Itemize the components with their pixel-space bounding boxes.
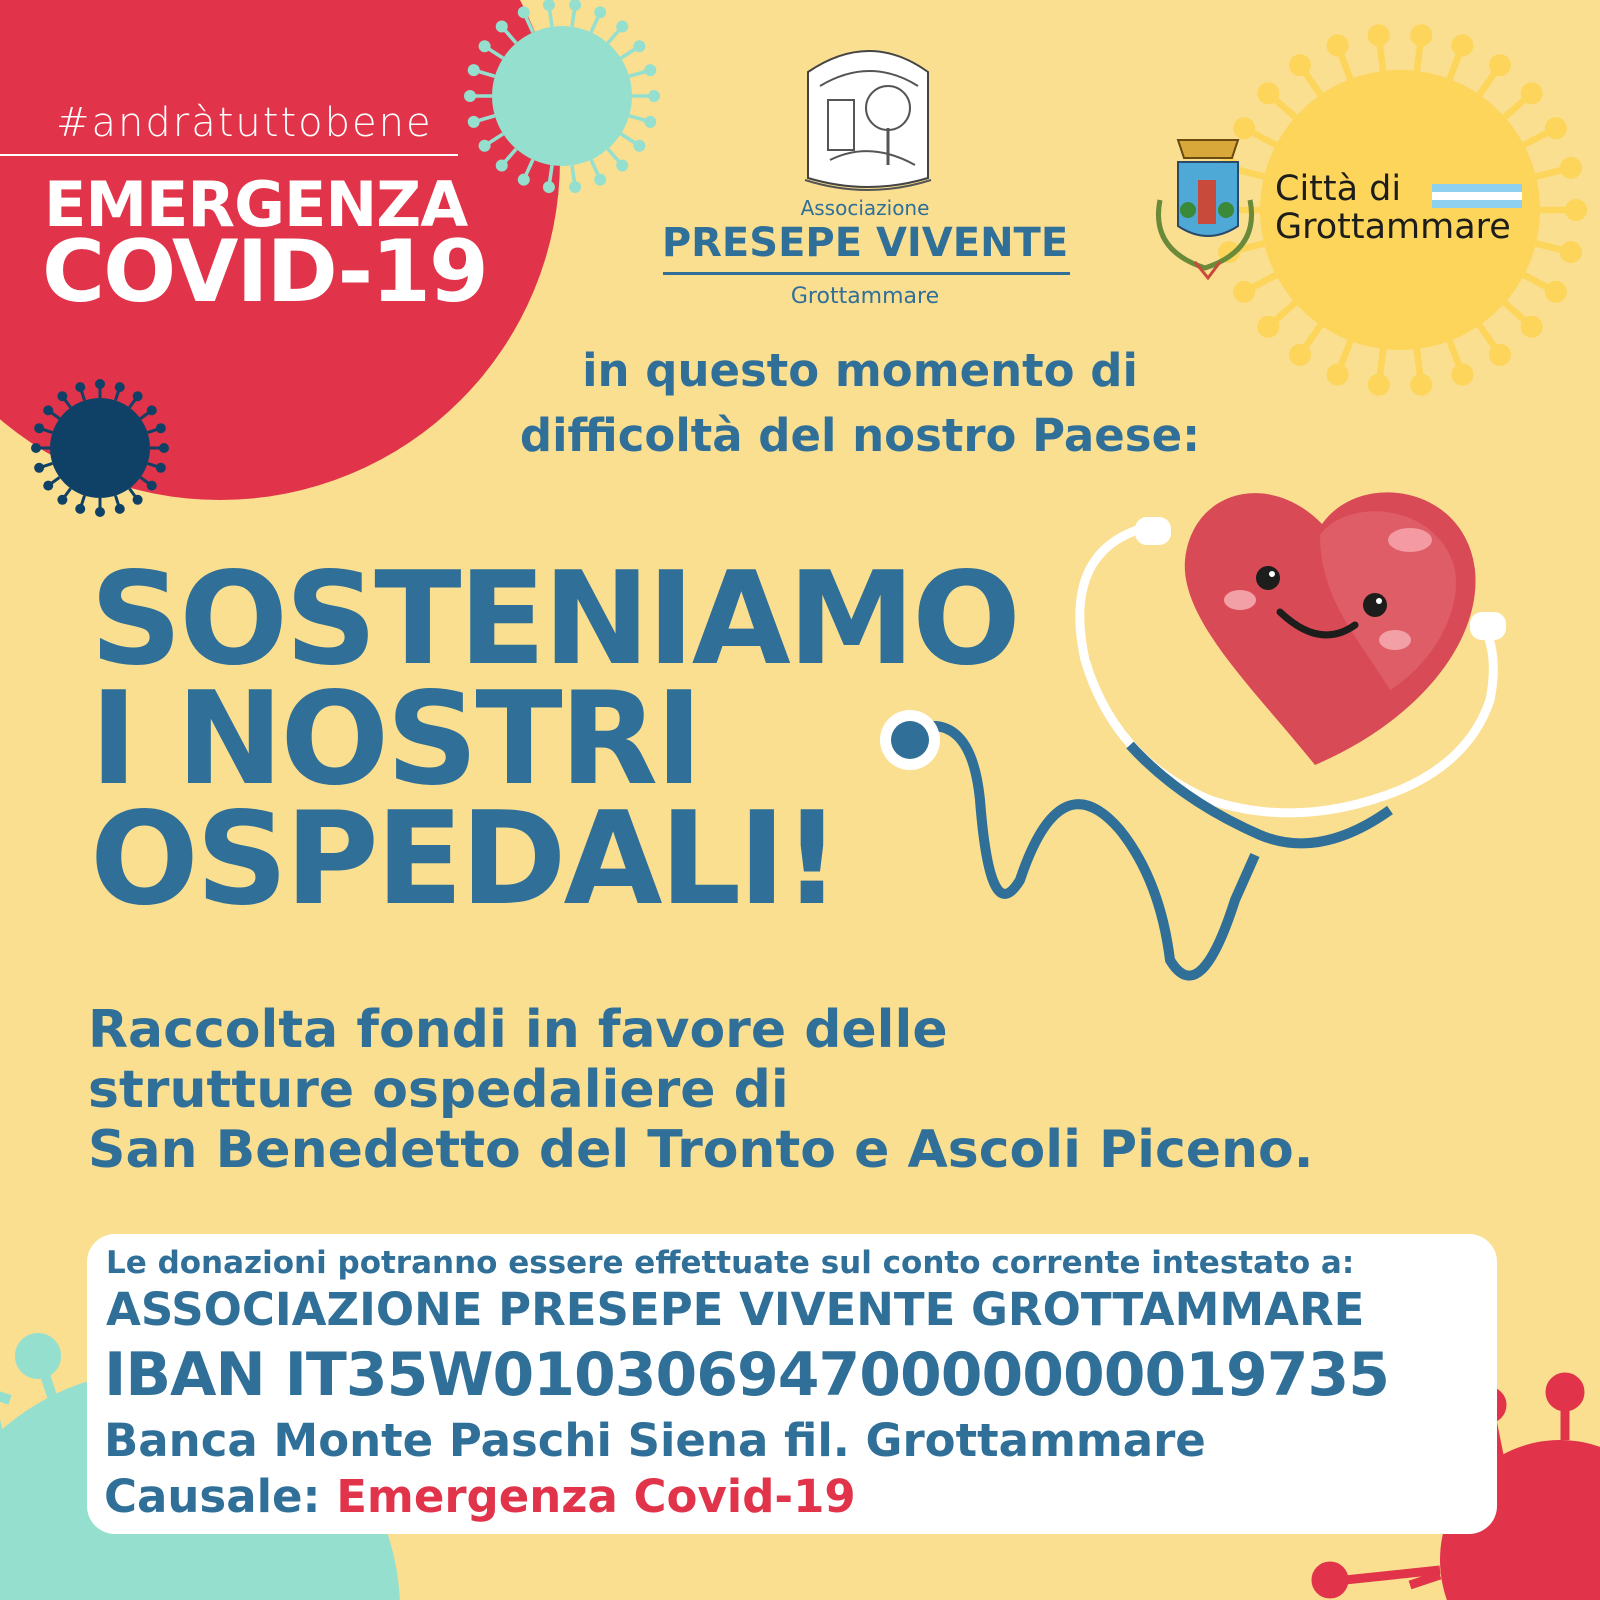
headline-line3: OSPEDALI! xyxy=(90,785,839,934)
nativity-scene-logo xyxy=(805,51,931,190)
municipality-line1: Città di xyxy=(1275,169,1402,209)
iban: IBAN IT35W0103069470000000019735 xyxy=(104,1340,1389,1410)
association-label: Associazione xyxy=(800,196,930,220)
headline xyxy=(90,545,1018,934)
intro-line2: difficoltà del nostro Paese: xyxy=(519,409,1201,462)
causale xyxy=(104,1470,856,1523)
association-divider xyxy=(663,272,1070,275)
causale-label: Causale: xyxy=(104,1470,337,1523)
badge-title-line2: COVID-19 xyxy=(42,222,487,322)
subtitle-line3: San Benedetto del Tronto e Ascoli Piceno. xyxy=(88,1120,1314,1180)
hashtag: #andràtuttobene xyxy=(56,100,433,146)
headline-line2: I NOSTRI xyxy=(90,665,700,814)
subtitle-line1: Raccolta fondi in favore delle xyxy=(88,1000,948,1060)
intro-text xyxy=(440,338,1280,468)
association-city: Grottammare xyxy=(790,284,940,309)
bank-name: Banca Monte Paschi Siena fil. Grottammare xyxy=(104,1414,1206,1467)
badge-divider xyxy=(0,154,458,156)
subtitle xyxy=(88,1000,1314,1180)
subtitle-line2: strutture ospedaliere di xyxy=(88,1060,789,1120)
account-holder: ASSOCIAZIONE PRESEPE VIVENTE GROTTAMMARE xyxy=(106,1283,1365,1336)
headline-line1: SOSTENIAMO xyxy=(90,545,1018,694)
donation-intro: Le donazioni potranno essere effettuate sul conto corrente intestato a: xyxy=(106,1245,1355,1281)
badge-title-line1: EMERGENZA xyxy=(44,168,468,241)
municipality-name xyxy=(1275,170,1511,246)
municipality-line2: Grottammare xyxy=(1275,207,1511,247)
association-name: PRESEPE VIVENTE xyxy=(661,220,1069,266)
causale-value: Emergenza Covid-19 xyxy=(336,1470,856,1523)
intro-line1: in questo momento di xyxy=(582,344,1138,397)
